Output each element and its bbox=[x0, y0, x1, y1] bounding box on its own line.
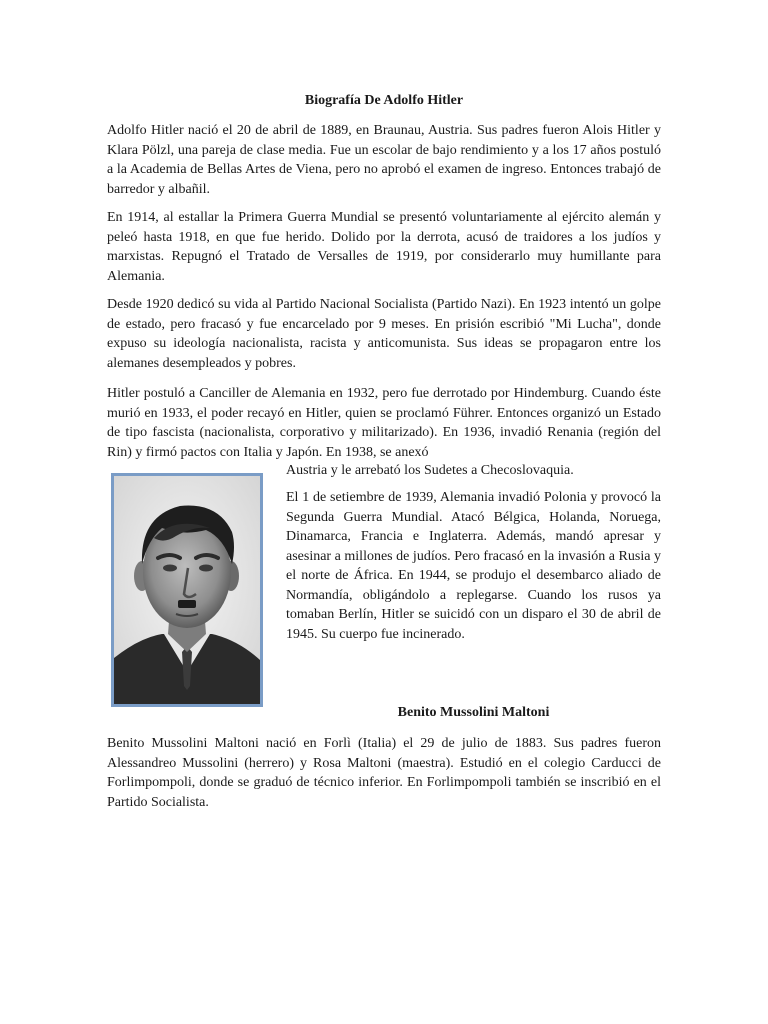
paragraph-second-war: El 1 de setiembre de 1939, Alemania invadió Polonia y provocó la Segunda Guerra Mundial. Atacó Bélgica, Holanda, Noruega, Dinamarca, Francia e Inglaterra. Además, mandó apresar y asesinar a millones de judíos. Pero fracasó en la invasión a Rusia y el norte de África. En 1944, se produjo el desembarco aliado de Normandía, obligándolo a replegarse. Cuando los rusos ya tomaban Berlín, Hitler se suicidó con un disparo el 30 de abril de 1945. Su cuerpo fue incinerado. bbox=[286, 490, 661, 642]
paragraph-chancellor-continued: Austria y le arrebató los Sudetes a Checoslovaquia. bbox=[286, 463, 574, 478]
portrait-photo bbox=[111, 473, 263, 707]
paragraph-mussolini: Benito Mussolini Maltoni nació en Forlì (Italia) el 29 de julio de 1883. Sus padres fueron Alessandreo Mussolini (herrero) y Rosa Maltoni (maestra). Estudió en el colegio Carducci de Forlimpompoli, donde se graduó de técnico inferior. En Forlimpompoli también se inscribió en el Partido Socialista. bbox=[107, 736, 661, 810]
paragraph-nazi-party: Desde 1920 dedicó su vida al Partido Nacional Socialista (Partido Nazi). En 1923 intentó un golpe de estado, pero fracasó y fue encarcelado por 9 meses. En prisión escribió "Mi Lucha", donde expuso su ideología nacionalista, racista y anticomunista. Sus ideas se propagaron entre los alemanes desempleados y pobres. bbox=[107, 297, 661, 371]
page-title: Biografía De Adolfo Hitler bbox=[304, 93, 464, 108]
paragraph-chancellor: Hitler postuló a Canciller de Alemania en 1932, pero fue derrotado por Hindemburg. Cuando éste murió en 1933, el poder recayó en Hitler, quien se proclamó Führer. Entonces organizó un Estado de tipo fascista (nacionalista, corporativo y militarizado). En 1936, invadió Renania (región del Rin) y firmó pactos con Italia y Japón. En 1938, se anexó bbox=[107, 386, 661, 460]
section-heading-mussolini: Benito Mussolini Maltoni bbox=[397, 705, 550, 720]
paragraph-first-war: En 1914, al estallar la Primera Guerra Mundial se presentó voluntariamente al ejército alemán y peleó hasta 1918, en que fue herido. Dolido por la derrota, acusó de traidores a los judíos y marxistas. Repugnó el Tratado de Versalles de 1919, por considerarlo muy humillante para Alemania. bbox=[107, 210, 661, 284]
paragraph-birth: Adolfo Hitler nació el 20 de abril de 1889, en Braunau, Austria. Sus padres fueron Alois Hitler y Klara Pölzl, una pareja de clase media. Fue un escolar de bajo rendimiento y a los 17 años postuló a la Academia de Bellas Artes de Viena, pero no aprobó el examen de ingreso. Entonces trabajó de barredor y albañil. bbox=[107, 123, 661, 197]
portrait-image bbox=[114, 476, 260, 704]
